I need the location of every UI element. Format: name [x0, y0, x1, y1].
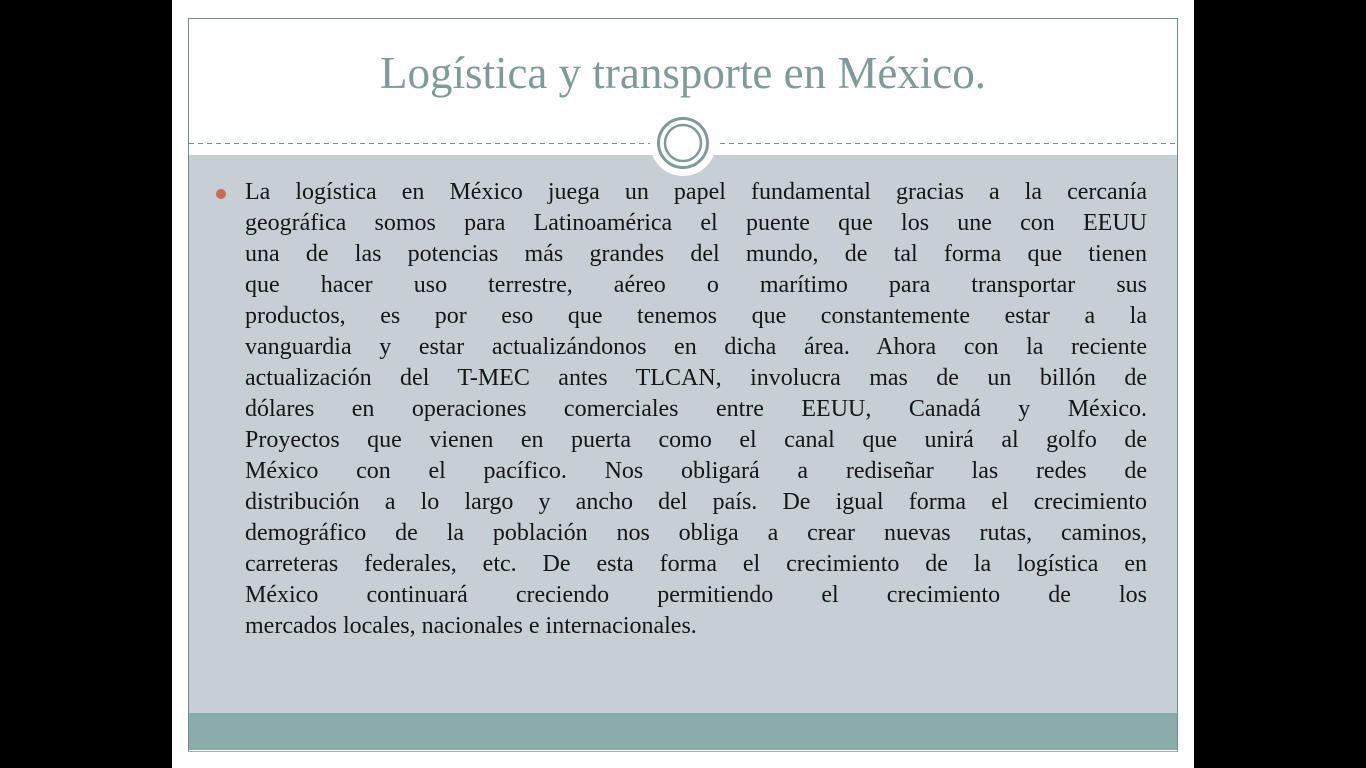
divider-circle-ornament-icon	[649, 109, 717, 177]
body-text-line: Proyectos que vienen en puerta como el canal que unirá al golfo de	[245, 427, 1147, 453]
body-text-line: geográfica somos para Latinoamérica el puente que los une con EEUU	[245, 210, 1147, 236]
body-text-line: México continuará creciendo permitiendo el crecimiento de los	[245, 582, 1147, 608]
body-text-line: una de las potencias más grandes del mundo, de tal forma que tienen	[245, 241, 1147, 267]
body-text-line: dólares en operaciones comerciales entre EEUU, Canadá y México.	[245, 396, 1147, 422]
body-text-line: carreteras federales, etc. De esta forma el crecimiento de la logística en	[245, 551, 1147, 577]
body-text-line: vanguardia y estar actualizándonos en dicha área. Ahora con la reciente	[245, 334, 1147, 360]
body-text-line: demográfico de la población nos obliga a crear nuevas rutas, caminos,	[245, 520, 1147, 546]
body-paragraph	[245, 177, 1147, 642]
body-text-line: productos, es por eso que tenemos que constantemente estar a la	[245, 303, 1147, 329]
body-text-line: actualización del T-MEC antes TLCAN, involucra mas de un billón de	[245, 365, 1147, 391]
bullet-marker	[216, 189, 226, 199]
body-text-line: distribución a lo largo y ancho del país. De igual forma el crecimiento	[245, 489, 1147, 515]
body-text-line: que hacer uso terrestre, aéreo o marítimo para transportar sus	[245, 272, 1147, 298]
slide-title: Logística y transporte en México.	[379, 48, 987, 98]
body-text-line: México con el pacífico. Nos obligará a rediseñar las redes de	[245, 458, 1147, 484]
slide-frame	[188, 18, 1178, 752]
slide[interactable]	[172, 0, 1194, 768]
body-text-line: mercados locales, nacionales e internacionales.	[245, 613, 697, 639]
footer-accent-band	[189, 713, 1177, 750]
body-text-line: La logística en México juega un papel fundamental gracias a la cercanía	[245, 179, 1147, 205]
